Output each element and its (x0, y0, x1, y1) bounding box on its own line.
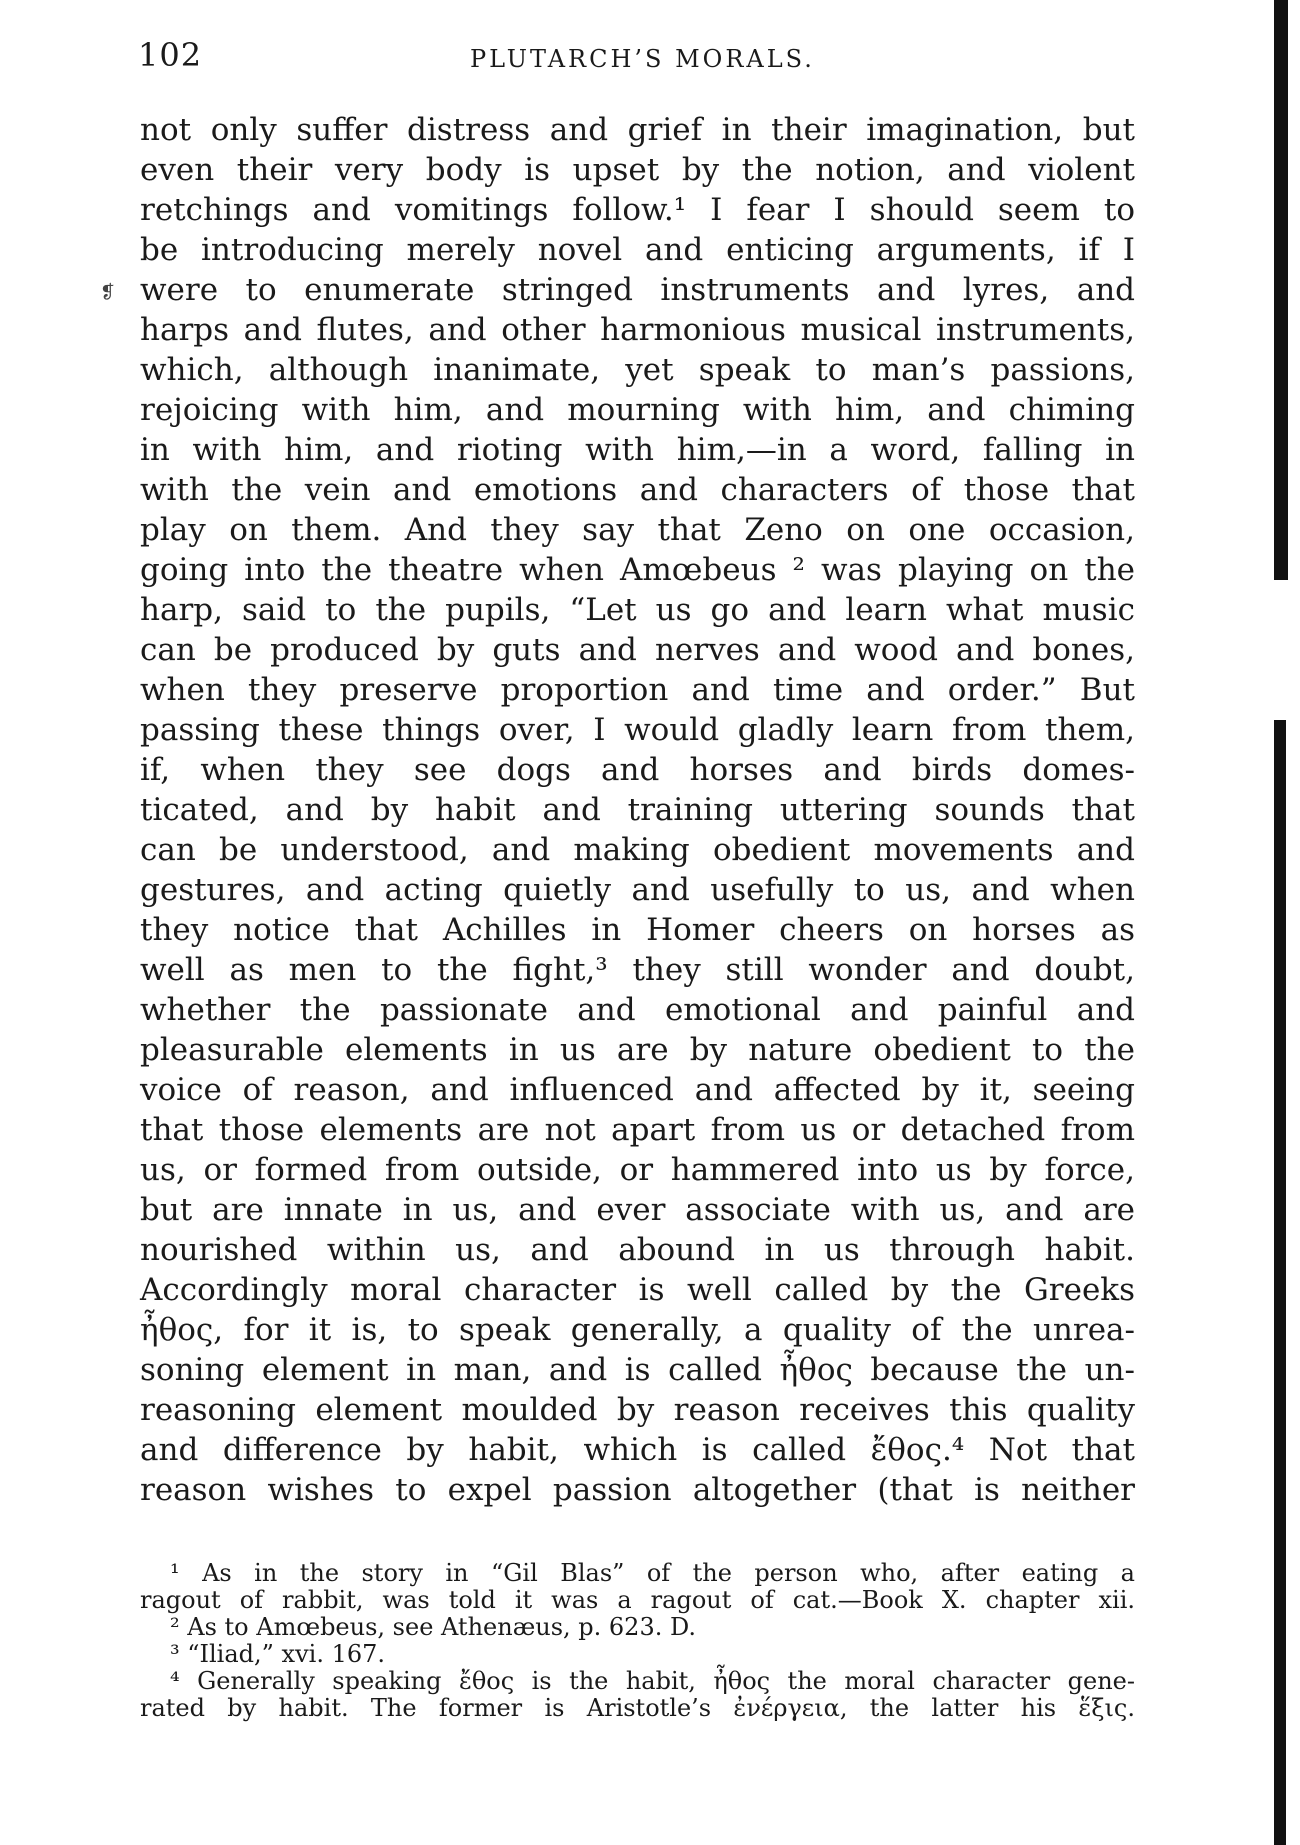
text-line: well as men to the fight,³ they still wonder and doubt, (140, 952, 1135, 988)
footnote-4: ⁴ Generally speaking ἔθος is the habit, ἦθος the moral character gene- (170, 1667, 1135, 1695)
text-line: voice of reason, and influenced and affected by it, seeing (140, 1072, 1135, 1108)
text-line: ticated, and by habit and training uttering sounds that (140, 792, 1135, 828)
text-line: that those elements are not apart from us or detached from (140, 1112, 1135, 1148)
body-text (140, 110, 1135, 1510)
text-line: retchings and vomitings follow.¹ I fear I should seem to (140, 192, 1135, 228)
footnotes (140, 1560, 1135, 1722)
text-line: reasoning element moulded by reason receives this quality (140, 1392, 1135, 1428)
scan-edge-shadow (1274, 720, 1286, 1845)
text-line: reason wishes to expel passion altogether (that is neither (140, 1472, 1135, 1508)
text-line: even their very body is upset by the notion, and violent (140, 152, 1135, 188)
text-line: gestures, and acting quietly and usefully to us, and when (140, 872, 1135, 908)
text-line: they notice that Achilles in Homer cheers on horses as (140, 912, 1135, 948)
footnote-1: ¹ As in the story in “Gil Blas” of the person who, after eating a (170, 1559, 1135, 1587)
text-line: be introducing merely novel and enticing arguments, if I (140, 232, 1135, 268)
text-line: when they preserve proportion and time and order.” But (140, 672, 1135, 708)
text-line: but are innate in us, and ever associate with us, and are (140, 1192, 1135, 1228)
text-line: going into the theatre when Amœbeus ² was playing on the (140, 552, 1135, 588)
text-line: not only suffer distress and grief in their imagination, but (140, 112, 1135, 148)
text-line: whether the passionate and emotional and painful and (140, 992, 1135, 1028)
text-line: soning element in man, and is called ἦθος because the un- (140, 1352, 1135, 1388)
text-line: passing these things over, I would gladly learn from them, (140, 712, 1135, 748)
text-line: can be understood, and making obedient movements and (140, 832, 1135, 868)
scan-edge-shadow (1274, 0, 1288, 580)
footnote-4-cont: rated by habit. The former is Aristotle’s ἐνέργεια, the latter his ἕξις. (140, 1694, 1135, 1722)
text-line: were to enumerate stringed instruments and lyres, and (140, 272, 1135, 308)
text-line: which, although inanimate, yet speak to man’s passions, (140, 352, 1135, 388)
text-line: rejoicing with him, and mourning with him, and chiming (140, 392, 1135, 428)
footnote-2: ² As to Amœbeus, see Athenæus, p. 623. D. (170, 1613, 696, 1641)
page-number: 102 (138, 36, 203, 74)
running-head: PLUTARCH’S MORALS. (470, 45, 815, 73)
text-line: Accordingly moral character is well called by the Greeks (140, 1272, 1135, 1308)
text-line: harps and flutes, and other harmonious musical instruments, (140, 312, 1135, 348)
text-line: in with him, and rioting with him,—in a word, falling in (140, 432, 1135, 468)
text-line: play on them. And they say that Zeno on one occasion, (140, 512, 1135, 548)
text-line: us, or formed from outside, or hammered into us by force, (140, 1152, 1135, 1188)
text-line: pleasurable elements in us are by nature obedient to the (140, 1032, 1135, 1068)
text-line: ἦθος, for it is, to speak generally, a quality of the unrea- (140, 1312, 1135, 1348)
text-line: with the vein and emotions and characters of those that (140, 472, 1135, 508)
text-line: and difference by habit, which is called ἔθος.⁴ Not that (140, 1432, 1135, 1468)
text-line: nourished within us, and abound in us through habit. (140, 1232, 1135, 1268)
edge-mark: ❡ (100, 282, 116, 303)
footnote-3: ³ “Iliad,” xvi. 167. (170, 1640, 386, 1668)
text-line: if, when they see dogs and horses and birds domes- (140, 752, 1135, 788)
text-line: can be produced by guts and nerves and wood and bones, (140, 632, 1135, 668)
text-line: harp, said to the pupils, “Let us go and learn what music (140, 592, 1135, 628)
footnote-1-cont: ragout of rabbit, was told it was a ragout of cat.—Book X. chapter xii. (140, 1586, 1135, 1614)
